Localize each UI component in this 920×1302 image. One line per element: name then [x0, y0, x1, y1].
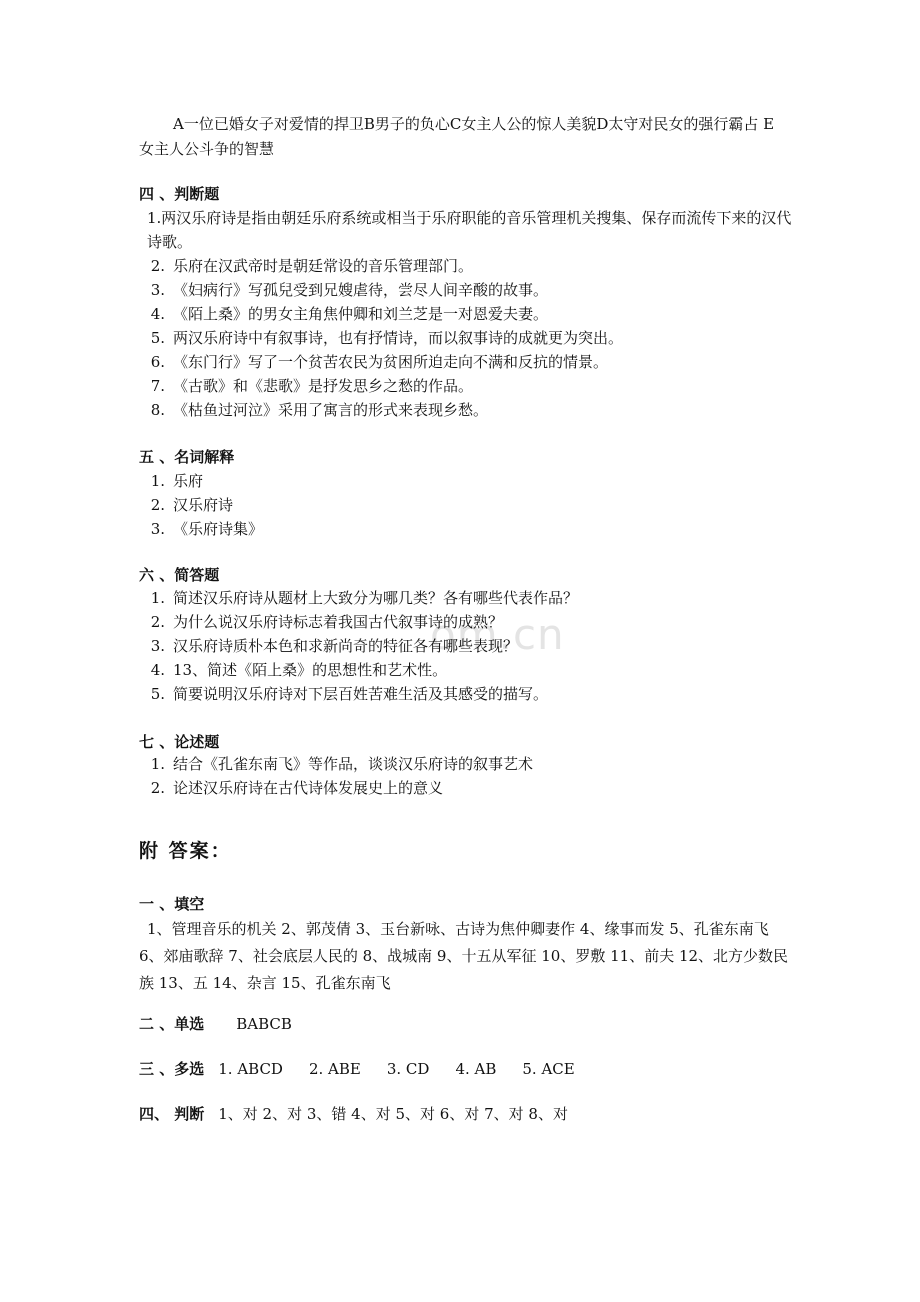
list-item: [139, 398, 799, 422]
item-text: 论述汉乐府诗在古代诗体发展史上的意义: [173, 779, 444, 797]
item-text: 两汉乐府诗中有叙事诗，也有抒情诗，而以叙事诗的成就更为突出。: [173, 329, 624, 347]
answers-fill-heading: 一 、填空: [139, 895, 205, 913]
section-7-list: [139, 752, 799, 800]
item-text: 《妇病行》写孤兒受到兄嫂虐待，尝尽人间辛酸的故事。: [173, 281, 549, 299]
item-text: 乐府在汉武帝时是朝廷常设的音乐管理部门。: [173, 257, 474, 275]
item-text: 13、简述《陌上桑》的思想性和艺术性。: [173, 661, 448, 679]
item-text: 汉乐府诗质朴本色和求新尚奇的特征各有哪些表现？: [173, 637, 519, 655]
item-number: 4.: [150, 661, 165, 679]
section-6-list: [139, 586, 799, 706]
answers-judge-value: 1、对 2、对 3、错 4、对 5、对 6、对 7、对 8、对: [218, 1105, 568, 1123]
item-text: 《枯鱼过河泣》采用了寓言的形式来表现乡愁。: [173, 401, 489, 419]
answers-multi-value: 4. AB: [455, 1060, 497, 1078]
answers-multi-value: 5. ACE: [522, 1060, 575, 1078]
list-item: [139, 682, 799, 706]
item-text: 乐府: [173, 472, 204, 490]
list-item: [139, 254, 799, 278]
item-text: 为什么说汉乐府诗标志着我国古代叙事诗的成熟？: [173, 613, 504, 631]
list-item: [139, 776, 799, 800]
item-text: 《古歌》和《悲歌》是抒发思乡之愁的作品。: [173, 377, 474, 395]
answers-single-value: BABCB: [236, 1015, 292, 1033]
answers-multi-value: 3. CD: [386, 1060, 430, 1078]
item-number: 5.: [150, 329, 165, 347]
item-number: 1.: [150, 755, 165, 773]
item-number: 4.: [150, 305, 165, 323]
item-number: 3.: [150, 520, 165, 538]
list-item: 1.两汉乐府诗是指由朝廷乐府系统或相当于乐府职能的音乐管理机关搜集、保存而流传下来的汉代诗歌。: [147, 209, 792, 251]
item-number: 7.: [150, 377, 165, 395]
list-item: [139, 586, 799, 610]
item-text: 《东门行》写了一个贫苦农民为贫困所迫走向不满和反抗的情景。: [173, 353, 609, 371]
item-number: 3.: [150, 637, 165, 655]
item-number: 6.: [150, 353, 165, 371]
answers-judge-heading: 四、 判断: [139, 1105, 205, 1123]
list-item: [139, 493, 799, 517]
section-7-heading: 七 、论述题: [139, 733, 220, 751]
item-number: 2.: [150, 779, 165, 797]
list-item: [139, 374, 799, 398]
list-item: [139, 302, 799, 326]
item-text: 汉乐府诗: [173, 496, 234, 514]
answers-multi-line: [139, 1058, 601, 1080]
list-item: [139, 469, 799, 493]
answers-title: 附 答案：: [139, 840, 232, 862]
answers-fill-text: 1、管理音乐的机关 2、郭茂倩 3、玉台新咏、古诗为焦仲卿妻作 4、缘事而发 5、孔雀东南飞 6、郊庙歌辞 7、社会底层人民的 8、战城南 9、十五从军征 10、罗敷 11、前夫 12、北方少数民族 13、五 14、杂言 15、孔雀东南飞: [139, 920, 789, 992]
answers-single-line: [139, 1013, 292, 1035]
section-4-heading: 四 、判断题: [139, 185, 220, 203]
item-number: 2.: [150, 257, 165, 275]
list-item: [139, 658, 799, 682]
list-item: [139, 634, 799, 658]
answers-multi-value: 2. ABE: [308, 1060, 361, 1078]
answers-multi-value: 1. ABCD: [218, 1060, 283, 1078]
item-text: 《乐府诗集》: [173, 520, 264, 538]
answers-multi-heading: 三 、多选: [139, 1060, 205, 1078]
list-item: [139, 326, 799, 350]
item-number: 8.: [150, 401, 165, 419]
item-text: 简要说明汉乐府诗对下层百姓苦难生活及其感受的描写。: [173, 685, 549, 703]
item-text: 简述汉乐府诗从题材上大致分为哪几类？各有哪些代表作品？: [173, 589, 579, 607]
list-item: [139, 350, 799, 374]
answers-judge-line: [139, 1103, 568, 1125]
list-item: [139, 278, 799, 302]
section-5-heading: 五 、名词解释: [139, 448, 235, 466]
item-number: 2.: [150, 496, 165, 514]
intro-options-text: A一位已婚女子对爱情的捍卫B男子的负心C女主人公的惊人美貌D太守对民女的强行霸占 E女主人公斗争的智慧: [139, 115, 775, 158]
watermark: om.cn: [430, 610, 565, 659]
item-number: 1.: [150, 472, 165, 490]
list-item: [139, 610, 799, 634]
item-number: 1.: [150, 589, 165, 607]
list-item: [139, 752, 799, 776]
item-number: 2.: [150, 613, 165, 631]
item-text: 《陌上桑》的男女主角焦仲卿和刘兰芝是一对恩爱夫妻。: [173, 305, 549, 323]
section-4-list: [139, 206, 799, 422]
item-number: 5.: [150, 685, 165, 703]
answers-single-heading: 二 、单选: [139, 1015, 205, 1033]
section-5-list: [139, 469, 799, 541]
item-number: 3.: [150, 281, 165, 299]
item-text: 结合《孔雀东南飞》等作品，谈谈汉乐府诗的叙事艺术: [173, 755, 534, 773]
section-6-heading: 六 、简答题: [139, 566, 220, 584]
list-item: [139, 517, 799, 541]
